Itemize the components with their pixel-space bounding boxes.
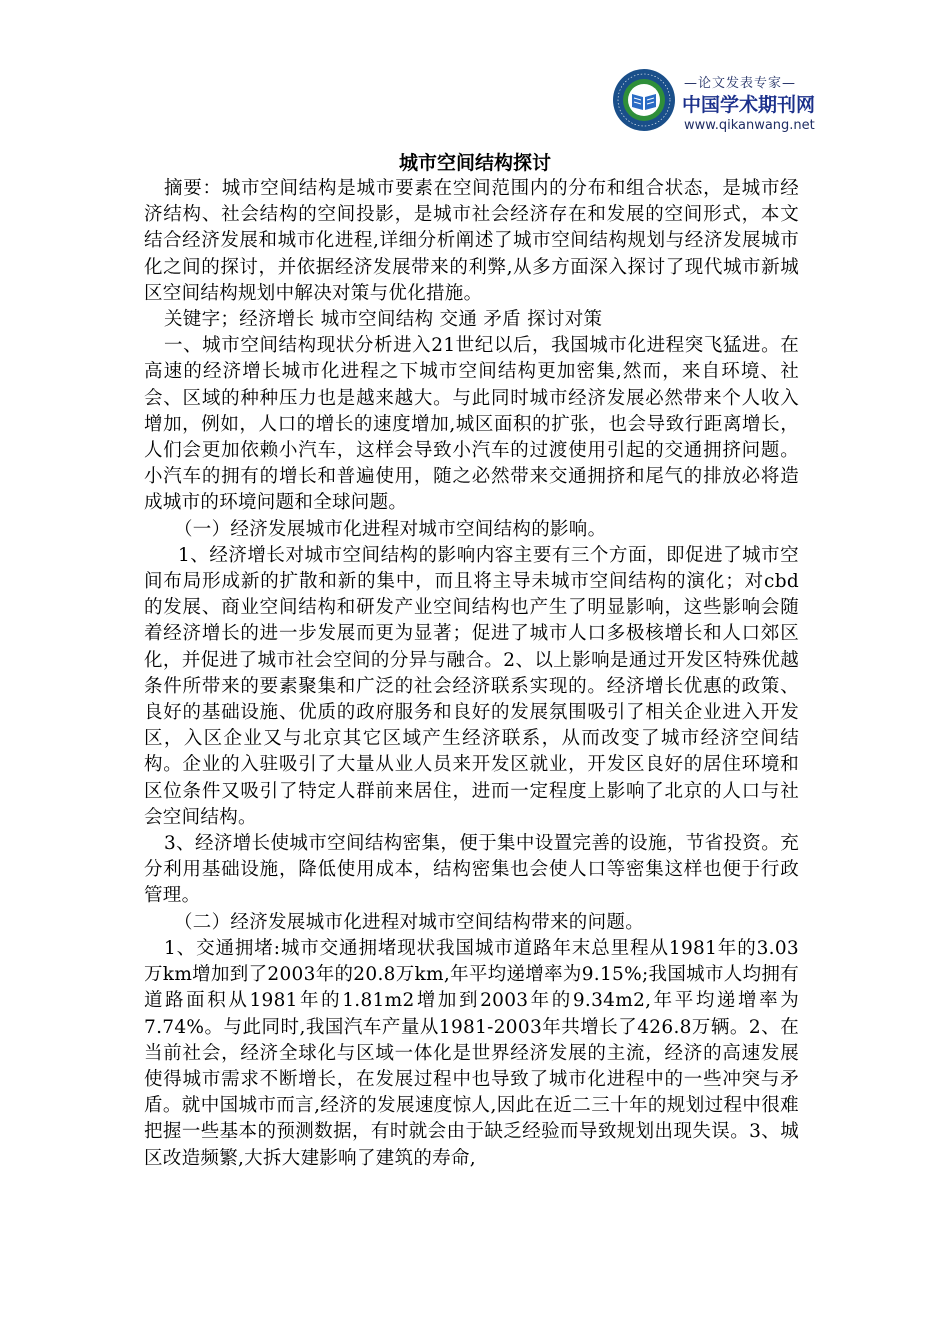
logo	[612, 66, 816, 142]
logo-tagline: —论文发表专家—	[684, 76, 797, 91]
article-body	[144, 176, 799, 1172]
keywords-paragraph: 关键字；经济增长 城市空间结构 交通 矛盾 探讨对策	[164, 309, 603, 331]
subsection-1-paragraph: 1、经济增长对城市空间结构的影响内容主要有三个方面，即促进了城市空间布局形成新的扩散和新的集中，而且将主导未城市空间结构的演化；对cbd的发展、商业空间结构和研发产业空间结构也产生了明显影响，这些影响会随着经济增长的进一步发展而更为显著；促进了城市人口多极核增长和人口郊区化，并促进了城市社会空间的分异与融合。2、以上影响是通过开发区特殊优越条件所带来的要素聚集和广泛的社会经济联系实现的。经济增长优惠的政策、良好的基础设施、优质的政府服务和良好的发展氛围吸引了相关企业进入开发区，入区企业又与北京其它区域产生经济联系，从而改变了城市经济空间结构。企业的入驻吸引了大量从业人员来开发区就业，开发区良好的居住环境和区位条件又吸引了特定人群前来居住，进而一定程度上影响了北京的人口与社会空间结构。	[144, 544, 799, 828]
logo-url: www.qikanwang.net	[684, 118, 815, 133]
logo-name: 中国学术期刊网	[682, 94, 816, 116]
article-title: 城市空间结构探讨	[398, 152, 551, 174]
abstract-paragraph: 摘要：城市空间结构是城市要素在空间范围内的分布和组合状态，是城市经济结构、社会结构的空间投影，是城市社会经济存在和发展的空间形式，本文结合经济发展和城市化进程,详细分析阐述了城市空间结构规划与经济发展城市化之间的探讨，并依据经济发展带来的利弊,从多方面深入探讨了现代城市新城区空间结构规划中解决对策与优化措施。	[144, 178, 799, 304]
subsection-1-heading: （一）经济发展城市化进程对城市空间结构的影响。	[174, 518, 607, 540]
subsection-2-heading: （二）经济发展城市化进程对城市空间结构带来的问题。	[174, 911, 645, 933]
section-1-paragraph: 一、城市空间结构现状分析进入21世纪以后，我国城市化进程突飞猛进。在高速的经济增长城市化进程之下城市空间结构更加密集,然而，来自环境、社会、区域的种种压力也是越来越大。与此同时城市经济发展必然带来个人收入增加，例如，人口的增长的速度增加,城区面积的扩张，也会导致行距离增长，人们会更加依赖小汽车，这样会导致小汽车的过渡使用引起的交通拥挤问题。小汽车的拥有的增长和普遍使用，随之必然带来交通拥挤和尾气的排放必将造成城市的环境问题和全球问题。	[144, 335, 799, 514]
subsection-1-point-3: 3、经济增长使城市空间结构密集，便于集中设置完善的设施，节省投资。充分利用基础设施，降低使用成本，结构密集也会使人口等密集这样也便于行政管理。	[144, 833, 799, 907]
logo-seal-icon	[612, 68, 676, 132]
subsection-2-paragraph: 1、交通拥堵:城市交通拥堵现状我国城市道路年末总里程从1981年的3.03万km增加到了2003年的20.8万km,年平均递增率为9.15%;我国城市人均拥有道路面积从1981年的1.81m2增加到2003年的9.34m2,年平均递增率为7.74%。与此同时,我国汽车产量从1981-2003年共增长了426.8万辆。2、在当前社会，经济全球化与区域一体化是世界经济发展的主流，经济的高速发展使得城市需求不断增长，在发展过程中也导致了城市化进程中的一些冲突与矛盾。就中国城市而言,经济的发展速度惊人,因此在近二三十年的规划过程中很难把握一些基本的预测数据，有时就会由于缺乏经验而导致规划出现失误。3、城区改造频繁,大拆大建影响了建筑的寿命,	[144, 937, 799, 1169]
